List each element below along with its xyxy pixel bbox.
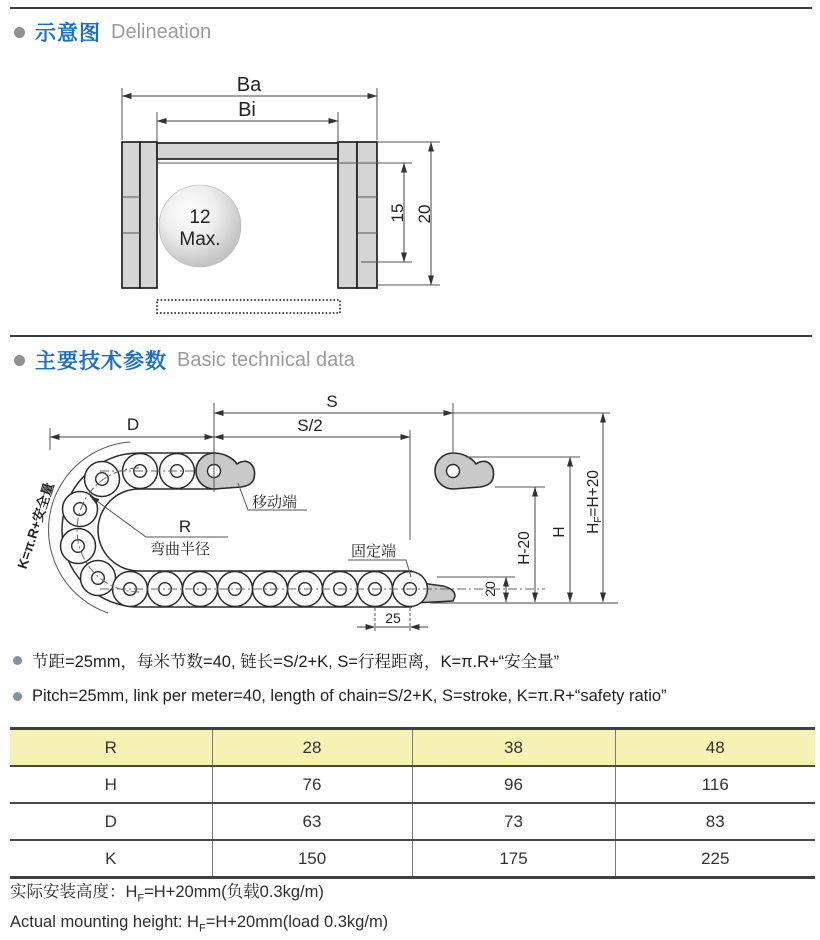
table-row-d bbox=[10, 803, 815, 840]
dim-label-ba: Ba bbox=[236, 74, 262, 96]
drag-chain-diagram bbox=[0, 383, 820, 643]
bullet-icon bbox=[13, 656, 22, 665]
dim-label-s: S bbox=[326, 392, 338, 411]
mounting-height-en: Actual mounting height: $H_F=H+20mm(load$ 0.3kg/m) bbox=[10, 913, 389, 935]
section-title-en: Basic technical data bbox=[177, 348, 355, 371]
dim-label-25: 25 bbox=[385, 610, 401, 626]
ball-label-2: Max. bbox=[179, 229, 221, 250]
table-cell: D bbox=[10, 803, 212, 840]
travel-end-bracket bbox=[435, 453, 494, 489]
table-cell: 38 bbox=[412, 729, 615, 767]
cross-section-diagram bbox=[0, 70, 470, 330]
dim-label-20b: 20 bbox=[482, 581, 498, 597]
table-cell: R bbox=[10, 729, 212, 767]
label-r: R bbox=[178, 517, 192, 536]
right-wall bbox=[338, 142, 377, 288]
table-cell: 73 bbox=[412, 803, 615, 840]
table-cell: 63 bbox=[212, 803, 412, 840]
note-text-en: Pitch=25mm, link per meter=40, length of chain=S/2+K, S=stroke, K=π.R+“safety ratio” bbox=[32, 687, 667, 705]
mounting-height-zh: 实际安装高度：$H_F=H+20mm$(负载0.3kg/m) bbox=[10, 883, 324, 905]
note-text-zh: 节距=25mm，每米节数=40, 链长=S/2+K, S=行程距离，K=π.R+“安全量” bbox=[32, 653, 560, 671]
ball-label-1: 12 bbox=[189, 207, 211, 228]
table-cell: 48 bbox=[615, 729, 815, 767]
table-cell: H bbox=[10, 766, 212, 803]
dim-label-hf: HF=H+20 bbox=[585, 470, 604, 534]
label-k-formula: K=π.R+安全量 bbox=[14, 480, 57, 571]
section-title-zh: 主要技术参数 bbox=[35, 350, 167, 373]
table-cell: 116 bbox=[615, 766, 815, 803]
table-cell: 96 bbox=[412, 766, 615, 803]
table-cell: 175 bbox=[412, 840, 615, 878]
dim-label-15: 15 bbox=[388, 203, 407, 223]
top-rule bbox=[10, 7, 812, 9]
table-cell: 76 bbox=[212, 766, 412, 803]
dim-label-d: D bbox=[126, 415, 140, 434]
section-title-zh: 示意图 bbox=[35, 22, 101, 45]
table-row-h bbox=[10, 766, 815, 803]
table-cell: K bbox=[10, 840, 212, 878]
cross-bar bbox=[157, 143, 338, 159]
mounting-height-note bbox=[10, 880, 388, 940]
label-fixed-end: 固定端 bbox=[351, 543, 397, 560]
moving-end-bracket bbox=[196, 453, 255, 489]
dim-label-bi: Bi bbox=[238, 99, 256, 121]
mid-rule bbox=[10, 335, 812, 337]
technical-data-table bbox=[10, 727, 815, 879]
left-wall bbox=[122, 142, 157, 288]
table-cell: 83 bbox=[615, 803, 815, 840]
note-pitch-en bbox=[13, 687, 667, 706]
note-pitch-zh bbox=[13, 648, 559, 672]
dotted-base bbox=[157, 300, 340, 313]
section-header-delineation bbox=[14, 17, 211, 47]
table-cell: 150 bbox=[212, 840, 412, 878]
section-header-technical-data bbox=[14, 345, 355, 375]
dim-label-h20: H-20 bbox=[516, 531, 533, 565]
bullet-icon bbox=[13, 692, 22, 701]
table-cell: 225 bbox=[615, 840, 815, 878]
dim-label-20: 20 bbox=[415, 204, 434, 224]
bullet-icon bbox=[14, 355, 25, 366]
table-cell: 28 bbox=[212, 729, 412, 767]
dim-label-s2: S/2 bbox=[297, 416, 323, 435]
table-row-k bbox=[10, 840, 815, 878]
dim-label-h: H bbox=[551, 526, 568, 538]
bullet-icon bbox=[14, 27, 25, 38]
table-row-r bbox=[10, 729, 815, 767]
section-title-en: Delineation bbox=[111, 20, 212, 43]
label-moving-end: 移动端 bbox=[252, 494, 298, 511]
label-bend-radius: 弯曲半径 bbox=[150, 541, 211, 558]
